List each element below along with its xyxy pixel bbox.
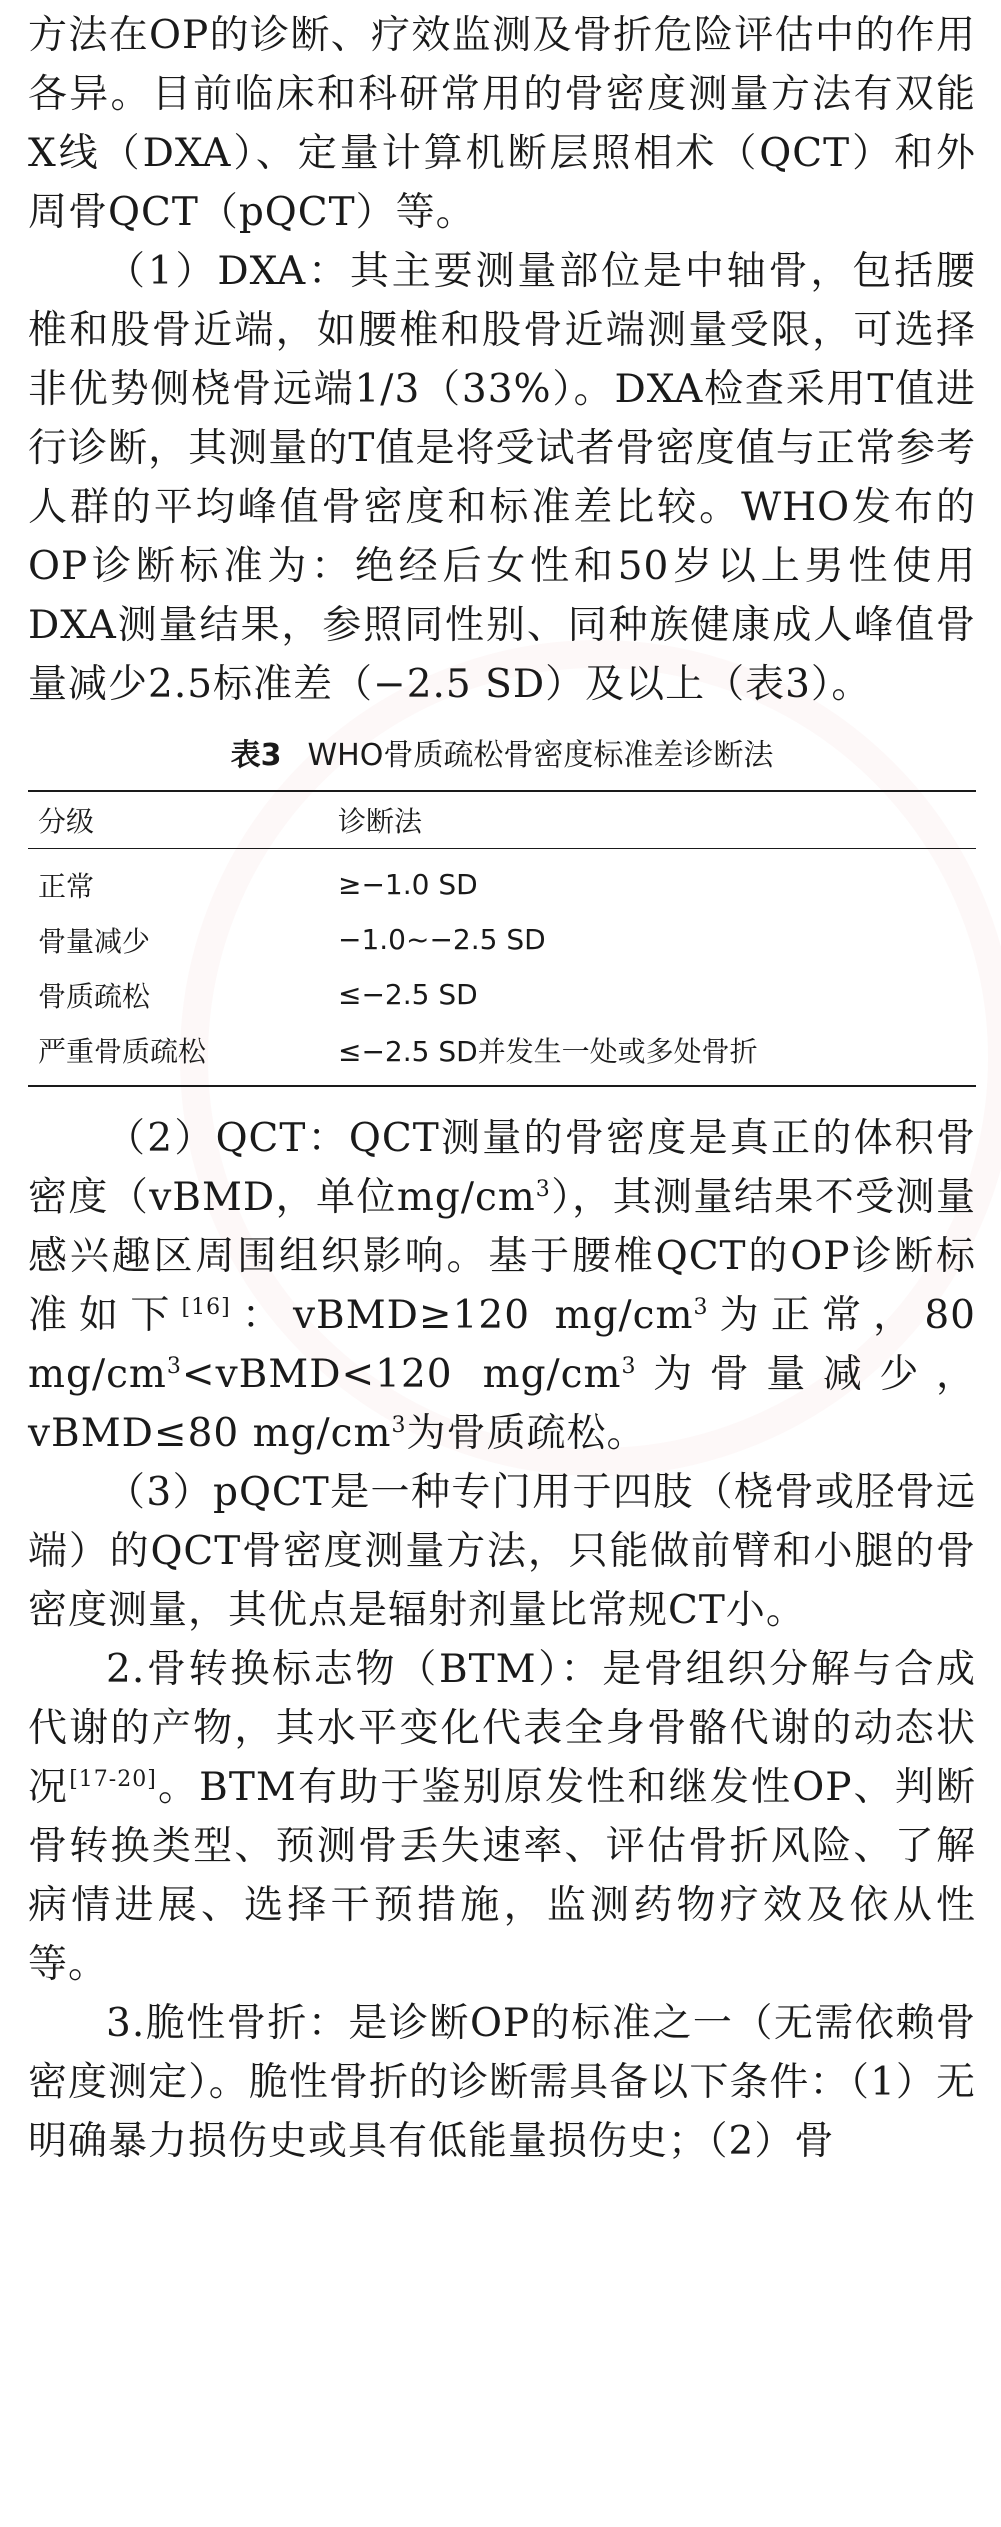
table-row	[28, 1022, 976, 1086]
qct-superscript: 3	[166, 1354, 182, 1379]
table-cell-grade: 骨质疏松	[38, 979, 151, 1013]
qct-text-3: ：vBMD≥120 mg/cm	[230, 1293, 694, 1338]
table-cell-grade: 严重骨质疏松	[38, 1034, 207, 1068]
table-row	[28, 912, 976, 967]
document-page	[28, 0, 976, 2171]
paragraph-bmd-methods: 方法在OP的诊断、疗效监测及骨折危险评估中的作用各异。目前临床和科研常用的骨密度测量方法有双能X线（DXA）、定量计算机断层照相术（QCT）和外周骨QCT（pQCT）等。	[28, 13, 976, 235]
qct-superscript: 3	[535, 1177, 551, 1202]
paragraph-btm	[28, 1640, 976, 1994]
citation-ref-17-20: [17-20]	[69, 1767, 157, 1792]
qct-text-2: ），其测量结果不受测量感兴趣区周围组织影响。基于腰椎QCT的OP诊断标准如下	[28, 1175, 976, 1338]
qct-text-6: 为骨量减少，vBMD≤80 mg/cm	[28, 1352, 976, 1456]
qct-text-4: 为正常，80 mg/cm	[28, 1293, 976, 1397]
table-header-row	[28, 791, 976, 849]
table-header-grade: 分级	[28, 791, 328, 849]
who-diagnosis-table	[28, 790, 976, 1087]
table-row	[28, 967, 976, 1022]
table-caption-tag: 表3	[230, 738, 282, 773]
table-row	[28, 849, 976, 913]
table-cell-criterion: ≤−2.5 SD	[338, 978, 478, 1011]
table-cell-grade: 骨量减少	[38, 924, 151, 958]
qct-text-7: 为骨质疏松。	[406, 1411, 647, 1456]
paragraph-fragility-fracture: 3.脆性骨折：是诊断OP的标准之一（无需依赖骨密度测定）。脆性骨折的诊断需具备以下条件：（1）无明确暴力损伤史或具有低能量损伤史；（2）骨	[28, 2001, 976, 2164]
btm-text-1: 2.骨转换标志物（BTM）：是骨组织分解与合成代谢的产物，其水平变化代表全身骨骼代谢的动态状况	[28, 1647, 976, 1810]
paragraph-qct	[28, 1109, 976, 1463]
table-cell-criterion: −1.0~−2.5 SD	[338, 923, 546, 956]
qct-superscript: 3	[693, 1295, 709, 1320]
table-cell-criterion: ≤−2.5 SD并发生一处或多处骨折	[338, 1034, 758, 1068]
paragraph-dxa: （1）DXA：其主要测量部位是中轴骨，包括腰椎和股骨近端，如腰椎和股骨近端测量受限，可选择非优势侧桡骨远端1/3（33%）。DXA检查采用T值进行诊断，其测量的T值是将受试者骨密度值与正常参考人群的平均峰值骨密度和标准差比较。WHO发布的OP诊断标准为：绝经后女性和50岁以上男性使用DXA测量结果，参照同性别、同种族健康成人峰值骨量减少2.5标准差（−2.5 SD）及以上（表3）。	[28, 249, 976, 707]
table-cell-criterion: ≥−1.0 SD	[338, 868, 478, 901]
qct-text-1: （2）QCT：QCT测量的骨密度是真正的体积骨密度（vBMD，单位mg/cm	[28, 1116, 976, 1220]
qct-superscript: 3	[621, 1354, 637, 1379]
table-caption-title: WHO骨质疏松骨密度标准差诊断法	[307, 738, 774, 773]
btm-text-2: 。BTM有助于鉴别原发性和继发性OP、判断骨转换类型、预测骨丢失速率、评估骨折风险、了解病情进展、选择干预措施，监测药物疗效及依从性等。	[28, 1765, 976, 1987]
table-cell-grade: 正常	[38, 869, 95, 903]
table-caption	[28, 736, 976, 776]
citation-ref-16: [16]	[181, 1295, 231, 1320]
qct-superscript: 3	[391, 1413, 407, 1438]
qct-text-5: <vBMD<120 mg/cm	[181, 1352, 622, 1397]
table-header-criterion: 诊断法	[328, 791, 976, 849]
paragraph-pqct: （3）pQCT是一种专门用于四肢（桡骨或胫骨远端）的QCT骨密度测量方法，只能做前臂和小腿的骨密度测量，其优点是辐射剂量比常规CT小。	[28, 1470, 976, 1633]
